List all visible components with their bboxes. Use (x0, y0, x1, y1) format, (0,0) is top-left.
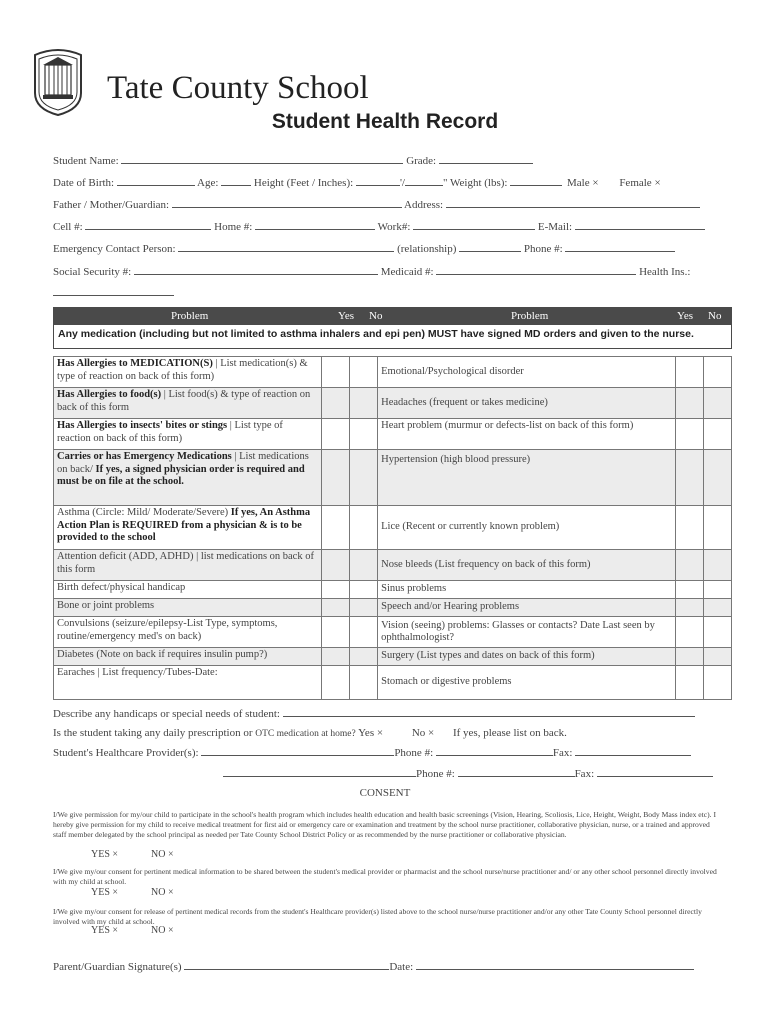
male-option[interactable]: Male × (567, 177, 599, 189)
no-checkbox[interactable] (703, 506, 731, 550)
table-row (54, 550, 732, 581)
table-row (54, 617, 732, 648)
provider-phone-label: Phone #: (394, 747, 434, 759)
yes-checkbox[interactable] (675, 648, 703, 666)
height-feet-field[interactable] (356, 176, 400, 186)
problem-cell: Carries or has Emergency Medications | List medications on back/ If yes, a signed physician order is required and must be on file at the school. (54, 450, 322, 506)
provider-phone-field-2[interactable] (458, 767, 575, 777)
provider-fax-field-2[interactable] (597, 767, 713, 777)
home-label: Home #: (214, 221, 253, 233)
problem-table-header (53, 307, 732, 325)
relationship-field[interactable] (459, 242, 521, 252)
table-row (54, 666, 732, 700)
no-checkbox[interactable] (703, 599, 731, 617)
weight-field[interactable] (510, 176, 562, 186)
handicaps-field[interactable] (283, 707, 695, 717)
prescription-row (53, 727, 567, 739)
phone-label: Phone #: (523, 243, 563, 255)
problem-cell: Diabetes (Note on back if requires insulin pump?) (54, 648, 322, 666)
problem-cell: Hypertension (high blood pressure) (378, 450, 676, 506)
problem-cell: Asthma (Circle: Mild/ Moderate/Severe) If yes, An Asthma Action Plan is REQUIRED from a physician & is to be provided to the school (54, 506, 322, 550)
no-checkbox[interactable] (703, 581, 731, 599)
guardian-row (53, 198, 700, 211)
emergency-phone-field[interactable] (565, 242, 675, 252)
yes-checkbox[interactable] (322, 419, 350, 450)
yes-checkbox[interactable] (675, 357, 703, 388)
yes-checkbox[interactable] (675, 419, 703, 450)
problem-cell: Earaches | List frequency/Tubes-Date: (54, 666, 322, 700)
table-row (54, 506, 732, 550)
problem-cell: Convulsions (seizure/epilepsy-List Type, symptoms, routine/emergency med's on back) (54, 617, 322, 648)
no-checkbox[interactable] (703, 617, 731, 648)
yes-checkbox[interactable] (322, 357, 350, 388)
age-field[interactable] (221, 176, 251, 186)
emergency-field[interactable] (178, 242, 394, 252)
consent-paragraph-1: I/We give permission for my/our child to participate in the school's health program which includes health education and health basic screenings (Vision, Hearing, Scoliosis, Lice, Height, Weight, Body Mass index etc). I hereby give permission for my child to receive medical treatment for first aid or emergency care or examination and treatment by the school nurse practitioner, collaborative physician, nurse, or a trained and approved staff member delegated by the school principal as needed per Tate County School District Policy or as recommended by the nurse practitioner or collaborative physician. (53, 810, 716, 840)
form-title: Student Health Record (271, 110, 499, 133)
header-problem-left: Problem (171, 310, 209, 322)
table-row (54, 581, 732, 599)
relationship-label: (relationship) (397, 243, 457, 255)
no-checkbox[interactable] (350, 599, 378, 617)
dob-label: Date of Birth: (53, 177, 115, 189)
header-yes-left: Yes (338, 310, 355, 322)
home-field[interactable] (255, 220, 375, 230)
problem-table (53, 356, 732, 700)
prescription-label-small: OTC medication at home? (255, 729, 356, 739)
yes-checkbox[interactable] (675, 666, 703, 700)
consent-1-no[interactable]: NO × (151, 849, 174, 860)
female-option[interactable]: Female × (619, 177, 661, 189)
table-row (54, 648, 732, 666)
age-label: Age: (197, 177, 219, 189)
problem-cell: Headaches (frequent or takes medicine) (378, 388, 676, 419)
no-checkbox[interactable] (703, 666, 731, 700)
handicaps-row (53, 707, 695, 720)
signature-field[interactable] (184, 960, 389, 970)
prescription-label: Is the student taking any daily prescription or (53, 727, 253, 739)
provider-row-1 (53, 746, 691, 759)
grade-label: Grade: (406, 155, 437, 167)
address-field[interactable] (446, 198, 700, 208)
problem-cell: Speech and/or Hearing problems (378, 599, 676, 617)
student-name-label: Student Name: (53, 155, 119, 167)
health-ins-label: Health Ins.: (639, 266, 691, 278)
problem-cell: Heart problem (murmur or defects-list on back of this form) (378, 419, 676, 450)
consent-paragraph-3: I/We give my/our consent for release of pertinent medical records from the student's Healthcare provider(s) listed above to the school nurse/nurse practitioner and/or any other Tate County School personnel directly involved with my child at school. (53, 907, 702, 927)
grade-field[interactable] (439, 154, 533, 164)
no-checkbox[interactable] (703, 419, 731, 450)
problem-cell: Birth defect/physical handicap (54, 581, 322, 599)
problem-cell: Lice (Recent or currently known problem) (378, 506, 676, 550)
prescription-no[interactable]: No × (411, 727, 435, 739)
consent-heading: CONSENT (359, 787, 411, 799)
dob-field[interactable] (117, 176, 195, 186)
yes-checkbox[interactable] (322, 550, 350, 581)
health-ins-row (53, 286, 174, 299)
no-checkbox[interactable] (350, 550, 378, 581)
problem-cell: Vision (seeing) problems: Glasses or contacts? Date Last seen by ophthalmologist? (378, 617, 676, 648)
provider-fax-field[interactable] (575, 746, 691, 756)
table-row (54, 419, 732, 450)
problem-cell: Attention deficit (ADD, ADHD) | list medications on back of this form (54, 550, 322, 581)
problem-cell: Has Allergies to food(s) | List food(s) & type of reaction on back of this form (54, 388, 322, 419)
consent-3-yes[interactable]: YES × (91, 925, 119, 936)
guardian-label: Father / Mother/Guardian: (53, 199, 170, 211)
work-field[interactable] (413, 220, 535, 230)
consent-2-yes[interactable]: YES × (91, 887, 119, 898)
yes-checkbox[interactable] (322, 450, 350, 506)
table-row (54, 357, 732, 388)
yes-checkbox[interactable] (675, 550, 703, 581)
date-field[interactable] (416, 960, 694, 970)
health-ins-field[interactable] (53, 286, 174, 296)
handicaps-label: Describe any handicaps or special needs of student: (53, 708, 280, 720)
yes-checkbox[interactable] (675, 388, 703, 419)
no-checkbox[interactable] (350, 419, 378, 450)
email-field[interactable] (575, 220, 705, 230)
height-inches-field[interactable] (405, 176, 443, 186)
consent-3-no[interactable]: NO × (151, 925, 174, 936)
emergency-row (53, 242, 675, 255)
provider-phone-field[interactable] (436, 746, 553, 756)
ssn-field[interactable] (134, 265, 378, 275)
no-checkbox[interactable] (350, 506, 378, 550)
email-label: E-Mail: (537, 221, 573, 233)
no-checkbox[interactable] (350, 617, 378, 648)
cell-field[interactable] (85, 220, 211, 230)
problem-cell: Nose bleeds (List frequency on back of this form) (378, 550, 676, 581)
signature-label: Parent/Guardian Signature(s) (53, 961, 182, 973)
list-on-back-note: If yes, please list on back. (452, 727, 567, 739)
no-checkbox[interactable] (703, 388, 731, 419)
dob-row (53, 176, 661, 189)
problem-cell: Stomach or digestive problems (378, 666, 676, 700)
yes-checkbox[interactable] (675, 450, 703, 506)
insurance-row (53, 265, 690, 278)
problem-cell: Sinus problems (378, 581, 676, 599)
student-name-row (53, 154, 533, 167)
yes-checkbox[interactable] (322, 617, 350, 648)
no-checkbox[interactable] (703, 648, 731, 666)
work-label: Work#: (377, 221, 411, 233)
consent-1-yes[interactable]: YES × (91, 849, 119, 860)
problem-cell: Has Allergies to insects' bites or stings | List type of reaction on back of this form) (54, 419, 322, 450)
height-label: Height (Feet / Inches): (253, 177, 354, 189)
yes-checkbox[interactable] (675, 581, 703, 599)
provider-label: Student's Healthcare Provider(s): (53, 747, 199, 759)
prescription-yes[interactable]: Yes × (358, 727, 384, 739)
provider-phone-label-2: Phone #: (416, 768, 455, 780)
no-checkbox[interactable] (350, 581, 378, 599)
school-name: Tate County School (107, 70, 369, 106)
date-label: Date: (389, 961, 414, 973)
no-checkbox[interactable] (350, 450, 378, 506)
provider-field-2[interactable] (223, 767, 416, 777)
table-row (54, 599, 732, 617)
consent-2-no[interactable]: NO × (151, 887, 174, 898)
no-checkbox[interactable] (350, 388, 378, 419)
yes-checkbox[interactable] (322, 648, 350, 666)
emergency-label: Emergency Contact Person: (53, 243, 176, 255)
consent-paragraph-2: I/We give my/our consent for pertinent medical information to be shared between the student's medical provider or pharmacist and the school nurse/nurse practitioner and/ or any other school personnel directly involved with my child at school. (53, 867, 717, 887)
student-name-field[interactable] (121, 154, 403, 164)
no-checkbox[interactable] (703, 357, 731, 388)
problem-cell: Surgery (List types and dates on back of this form) (378, 648, 676, 666)
school-seal-logo (27, 45, 89, 117)
yes-checkbox[interactable] (675, 599, 703, 617)
address-label: Address: (404, 199, 444, 211)
no-checkbox[interactable] (703, 550, 731, 581)
yes-checkbox[interactable] (322, 581, 350, 599)
yes-checkbox[interactable] (675, 506, 703, 550)
yes-checkbox[interactable] (322, 599, 350, 617)
problem-cell: Emotional/Psychological disorder (378, 357, 676, 388)
no-checkbox[interactable] (350, 666, 378, 700)
height-separator: '/ (399, 177, 405, 189)
medicaid-label: Medicaid #: (380, 266, 434, 278)
yes-checkbox[interactable] (322, 388, 350, 419)
yes-checkbox[interactable] (322, 506, 350, 550)
signature-row (53, 960, 694, 973)
cell-label: Cell #: (53, 221, 83, 233)
problem-cell: Bone or joint problems (54, 599, 322, 617)
medication-note: Any medication (including but not limited to asthma inhalers and epi pen) MUST have signed MD orders and given to the nurse. (53, 325, 732, 349)
table-row (54, 388, 732, 419)
table-row (54, 450, 732, 506)
provider-row-2 (223, 767, 713, 780)
guardian-field[interactable] (172, 198, 402, 208)
weight-label: " Weight (lbs): (442, 177, 508, 189)
contact-numbers-row (53, 220, 705, 233)
provider-fax-label: Fax: (552, 747, 573, 759)
provider-field[interactable] (201, 746, 394, 756)
ssn-label: Social Security #: (53, 266, 132, 278)
header-problem-right: Problem (511, 310, 549, 322)
header-yes-right: Yes (677, 310, 694, 322)
header-no-left: No (369, 310, 383, 322)
no-checkbox[interactable] (350, 648, 378, 666)
problem-cell: Has Allergies to MEDICATION(S) | List medication(s) & type of reaction on back of this form) (54, 357, 322, 388)
medicaid-field[interactable] (436, 265, 636, 275)
yes-checkbox[interactable] (322, 666, 350, 700)
no-checkbox[interactable] (703, 450, 731, 506)
header-no-right: No (708, 310, 722, 322)
no-checkbox[interactable] (350, 357, 378, 388)
provider-fax-label-2: Fax: (574, 768, 595, 780)
yes-checkbox[interactable] (675, 617, 703, 648)
